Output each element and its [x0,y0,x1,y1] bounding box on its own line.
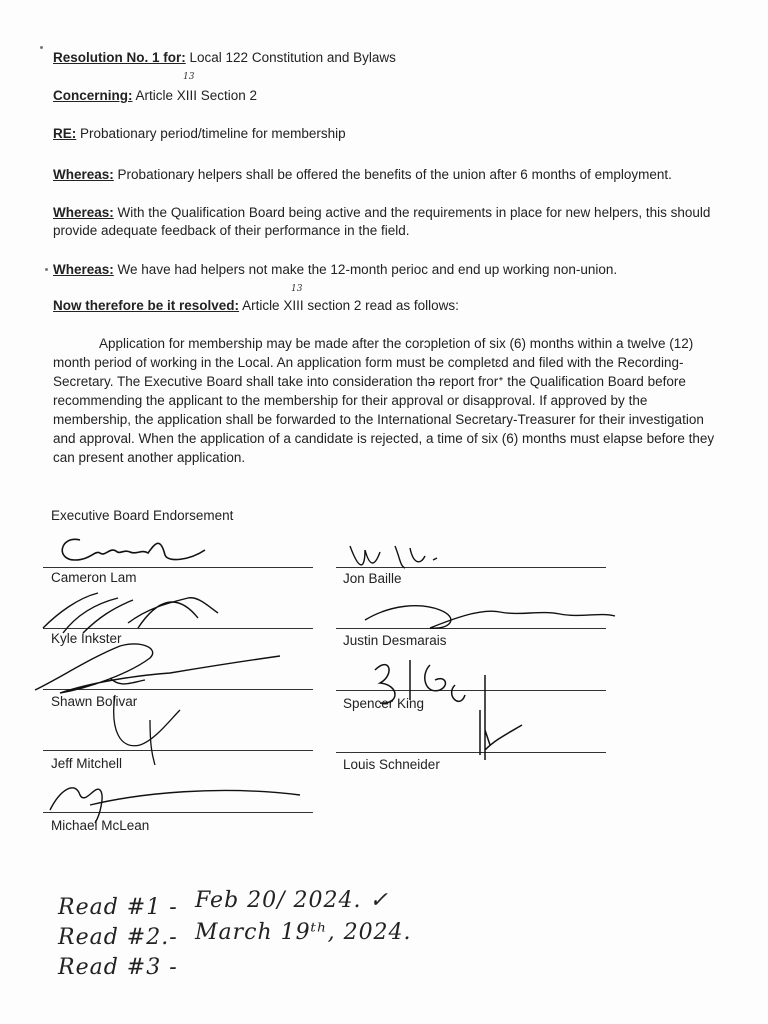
scan-mark [40,46,43,49]
whereas-line-3 [53,262,617,277]
scan-mark [45,268,48,271]
whereas-label: Whereas: [53,262,114,277]
whereas-line-2-cont: provide adequate feedback of their performance in the field. [53,223,410,238]
whereas-line-2 [53,205,710,220]
signature-cameron-lam [50,525,220,570]
resolved-line [53,298,459,313]
signatory-name: Shawn Bolivar [51,694,138,709]
signature-kyle-inkster [38,588,238,638]
signatory-name: Jon Baille [343,571,402,586]
signature-jeff-mitchell [110,690,190,770]
re-label: RE: [53,126,77,141]
re-line [53,126,346,141]
signature-jon-baille [345,538,455,578]
concerning-annotation: 13 [183,72,195,82]
signature-spencer-king [365,655,475,715]
resolution-value: Local 122 Constitution and Bylaws [189,50,396,65]
resolution-label: Resolution No. 1 for: [53,50,186,65]
resolution-paragraph: Application for membership may be made after the corɔpletion of six (6) months within a twelve (12) month period of working in the Local. An application form must be completɛd and filed with the Recording-Secretary. The Executive Board shall take into consideration thə report frorᐩ the Qualification Board before recommending the applicant to the membership for their approval or disapproval. If approved by the membership, the application shall be forwarded to the International Secretary-Treasurer for their investigation and approval. When the application of a candidate is rejected, a time of six (6) months must elapse before they can present another application. [53,336,715,465]
whereas-text: We have had helpers not make the 12-month perioc and end up working non-union. [117,262,618,277]
resolved-label: Now therefore be it resolved: [53,298,240,313]
whereas-label: Whereas: [53,167,114,182]
signatory-name: Justin Desmarais [343,633,447,648]
reading-1-date: Feb 20/ 2024. ✓ [195,888,389,913]
resolution-line [53,50,396,65]
whereas-line-1 [53,167,672,182]
signature-louis-schneider [470,670,530,765]
concerning-label: Concerning: [53,88,133,103]
concerning-line [53,88,257,103]
reading-2-date: March 19ᵗʰ, 2024. [195,920,412,945]
concerning-value: Article XIII Section 2 [135,88,258,103]
reading-2-label: Read #2.- [58,925,178,950]
signatory-name: Jeff Mitchell [51,756,123,771]
resolved-annotation: 13 [291,284,303,294]
signature-justin-desmarais [360,600,620,640]
signatory-name: Spencer King [343,696,425,711]
whereas-text: With the Qualification Board being active and the requirements in place for new helpers, this should [117,205,711,220]
signatory-name: Louis Schneider [343,757,440,772]
signatory-name: Kyle Inkster [51,631,122,646]
signature-michael-mclean [40,775,310,825]
endorsement-title: Executive Board Endorsement [51,508,234,523]
signatory-name: Cameron Lam [51,570,137,585]
reading-1-label: Read #1 - [58,895,178,920]
whereas-text: Probationary helpers shall be offered the benefits of the union after 6 months of employment. [117,167,672,182]
resolved-text: Article XIII section 2 read as follows: [242,298,459,313]
re-value: Probationary period/timeline for membership [80,126,346,141]
whereas-label: Whereas: [53,205,114,220]
reading-3-label: Read #3 - [58,955,178,980]
signatory-name: Michael McLean [51,818,150,833]
